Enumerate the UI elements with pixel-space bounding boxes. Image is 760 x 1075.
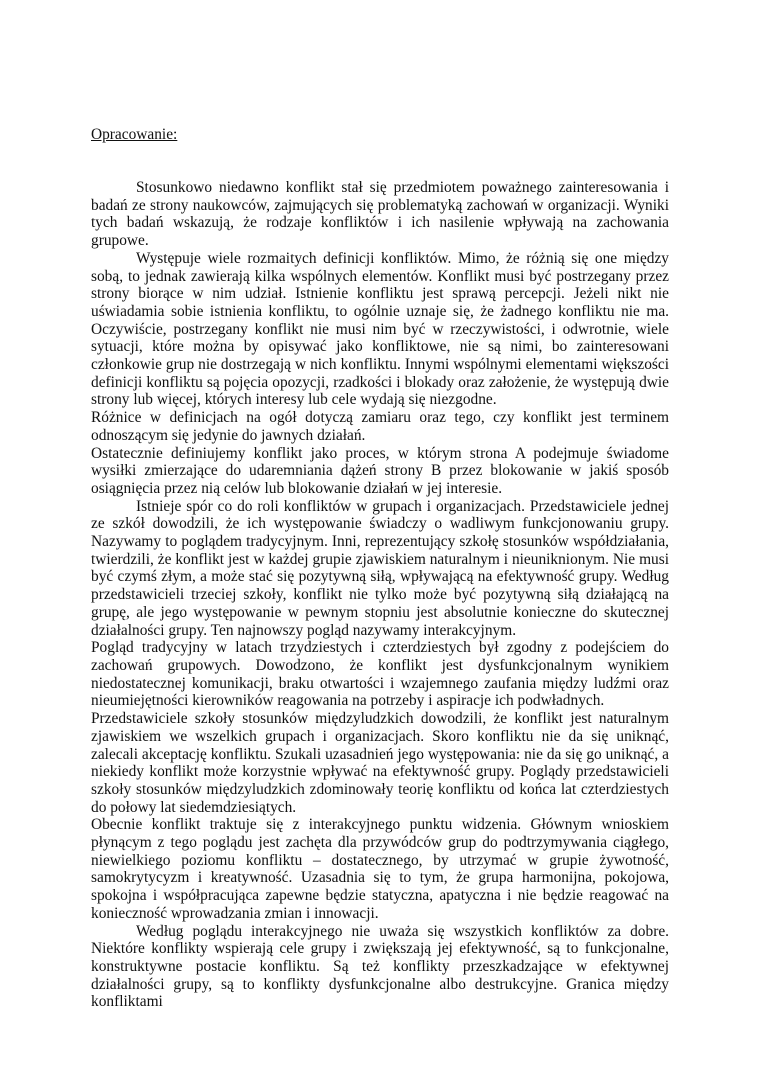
paragraph-3: Różnice w definicjach na ogół dotyczą zamiaru oraz tego, czy konflikt jest terminem odnoszącym się jedynie do jawnych działań.: [91, 409, 669, 444]
paragraph-8: Obecnie konflikt traktuje się z interakcyjnego punktu widzenia. Głównym wnioskiem płynącym z tego poglądu jest zachęta dla przywódców grup do podtrzymywania ciągłego, niewielkiego poziomu konfliktu – dostatecznego, by utrzymać w grupie żywotność, samokrytycyzm i kreatywność. Uzasadnia się to tym, że grupa harmonijna, pokojowa, spokojna i współpracująca zapewne będzie statyczna, apatyczna i nie będzie reagować na konieczność wprowadzania zmian i innowacji.: [91, 816, 669, 922]
paragraph-2: Występuje wiele rozmaitych definicji konfliktów. Mimo, że różnią się one między sobą, to jednak zawierają kilka wspólnych elementów. Konflikt musi być postrzegany przez strony biorące w nim udział. Istnienie konfliktu jest sprawą percepcji. Jeżeli nikt nie uświadamia sobie istnienia konfliktu, to ogólnie uznaje się, że żadnego konfliktu nie ma. Oczywiście, postrzegany konflikt nie musi nim być w rzeczywistości, i odwrotnie, wiele sytuacji, które można by opisywać jako konfliktowe, nie są nimi, bo zainteresowani członkowie grup nie dostrzegają w nich konfliktu. Innymi wspólnymi elementami większości definicji konfliktu są pojęcia opozycji, rzadkości i blokady oraz założenie, że występują dwie strony lub więcej, których interesy lub cele wydają się niezgodne.: [91, 249, 669, 409]
paragraph-5: Istnieje spór co do roli konfliktów w grupach i organizacjach. Przedstawiciele jednej ze szkół dowodzili, że ich występowanie świadczy o wadliwym funkcjonowaniu grupy. Nazywamy to poglądem tradycyjnym. Inni, reprezentujący szkołę stosunków współdziałania, twierdzili, że konflikt jest w każdej grupie zjawiskiem naturalnym i nieuniknionym. Nie musi być czymś złym, a może stać się pozytywną siłą, wpływającą na efektywność grupy. Według przedstawicieli trzeciej szkoły, konflikt nie tylko może być pozytywną siłą działającą na grupę, ale jego występowanie w pewnym stopniu jest absolutnie konieczne do skutecznej działalności grupy. Ten najnowszy pogląd nazywamy interakcyjnym.: [91, 497, 669, 639]
document-body: [91, 179, 669, 1011]
paragraph-9: Według poglądu interakcyjnego nie uważa się wszystkich konfliktów za dobre. Niektóre konflikty wspierają cele grupy i zwiększają jej efektywność, są to funkcjonalne, konstruktywne postacie konfliktu. Są też konflikty przeszkadzające w efektywnej działalności grupy, są to konflikty dysfunkcjonalne albo destrukcyjne. Granica między konfliktami: [91, 922, 669, 1011]
paragraph-1: Stosunkowo niedawno konflikt stał się przedmiotem poważnego zainteresowania i badań ze strony naukowców, zajmujących się problematyką zachowań w organizacji. Wyniki tych badań wskazują, że rodzaje konfliktów i ich nasilenie wpływają na zachowania grupowe.: [91, 179, 669, 250]
paragraph-4: Ostatecznie definiujemy konflikt jako proces, w którym strona A podejmuje świadome wysiłki zmierzające do udaremniania dążeń strony B przez blokowanie w jakiś sposób osiągnięcia przez nią celów lub blokowanie działań w jej interesie.: [91, 444, 669, 497]
paragraph-6: Pogląd tradycyjny w latach trzydziestych i czterdziestych był zgodny z podejściem do zachowań grupowych. Dowodzono, że konflikt jest dysfunkcjonalnym wynikiem niedostatecznej komunikacji, braku otwartości i wzajemnego zaufania między ludźmi oraz nieumiejętności kierowników reagowania na potrzeby i aspiracje ich podwładnych.: [91, 639, 669, 710]
paragraph-7: Przedstawiciele szkoły stosunków międzyludzkich dowodzili, że konflikt jest naturalnym zjawiskiem we wszelkich grupach i organizacjach. Skoro konfliktu nie da się uniknąć, zalecali akceptację konfliktu. Szukali uzasadnień jego występowania: nie da się go uniknąć, a niekiedy konflikt może korzystnie wpływać na efektywność grupy. Poglądy przedstawicieli szkoły stosunków międzyludzkich zdominowały teorię konfliktu od końca lat czterdziestych do połowy lat siedemdziesiątych.: [91, 710, 669, 816]
document-heading: Opracowanie:: [91, 126, 178, 143]
